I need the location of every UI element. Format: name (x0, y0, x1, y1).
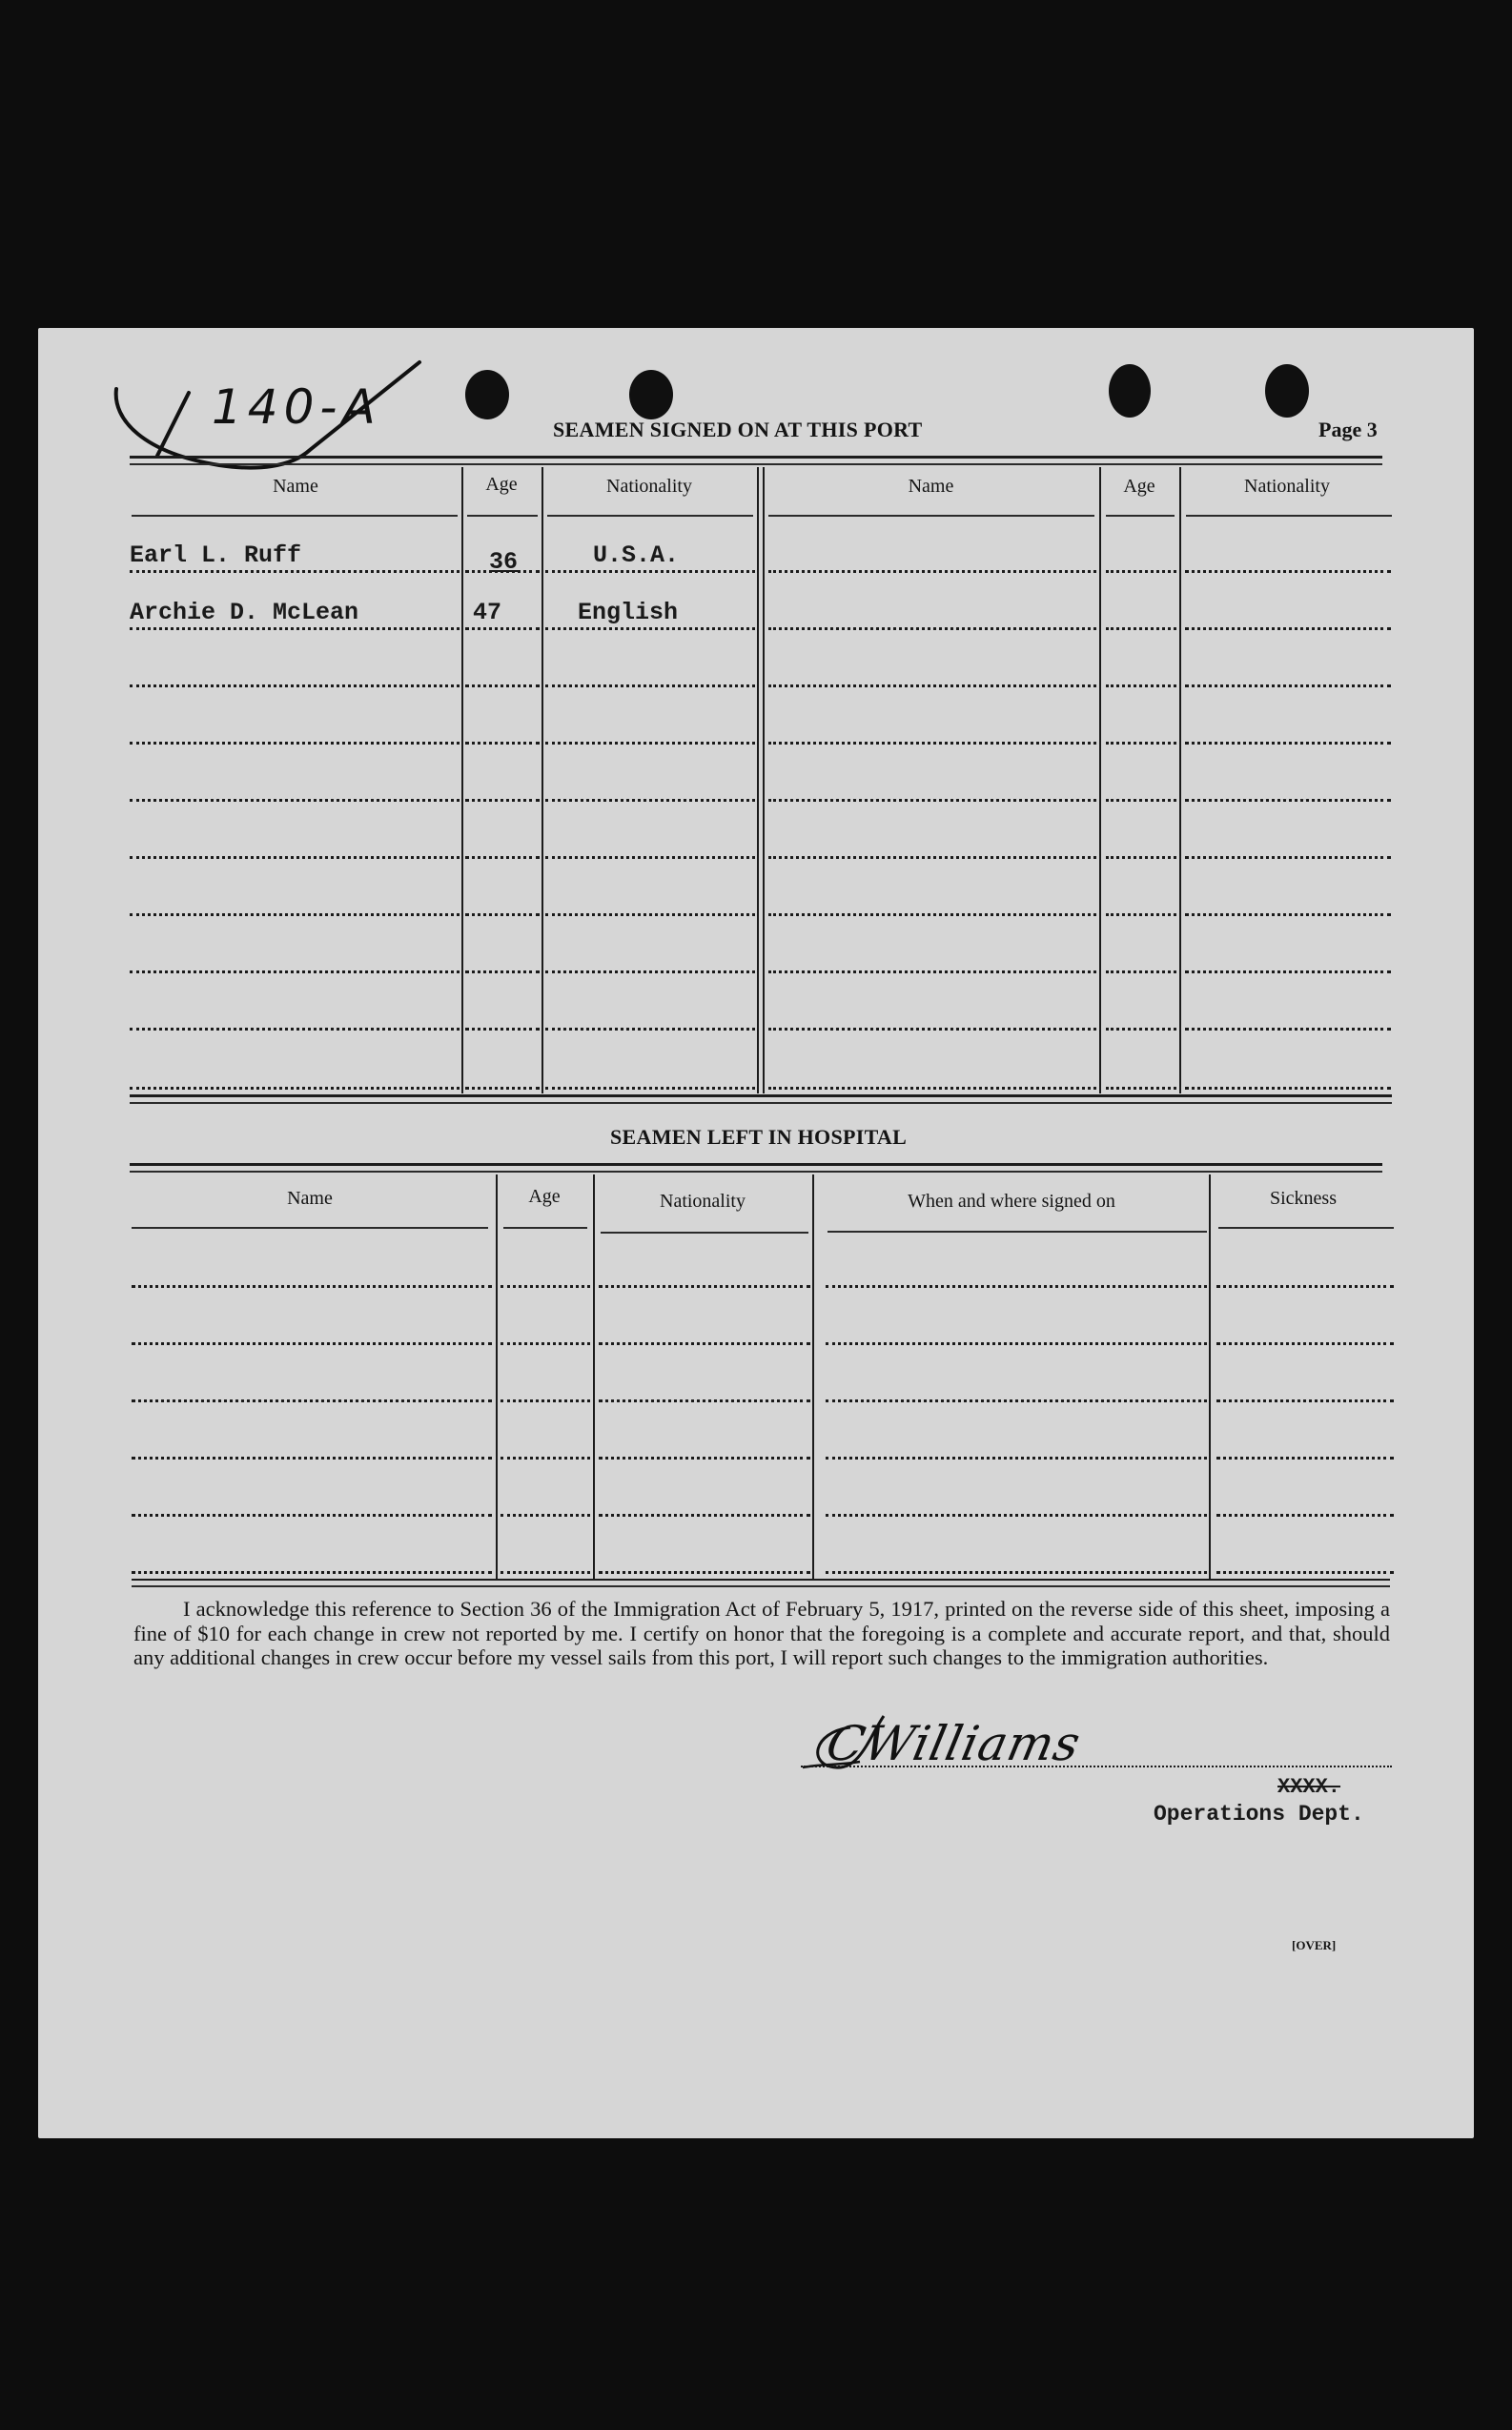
crew-age: 47 (473, 599, 502, 626)
column-divider (593, 1174, 595, 1580)
header-nationality-right: Nationality (1244, 476, 1330, 497)
double-rule (130, 1163, 1382, 1166)
header-age-right: Age (1123, 476, 1155, 497)
row-rule (465, 970, 540, 973)
row-rule (1185, 799, 1391, 802)
row-rule (465, 684, 540, 687)
row-rule (1216, 1571, 1394, 1574)
column-divider (541, 467, 543, 1093)
struck-title: XXXX. (1277, 1775, 1341, 1799)
header-name-left: Name (273, 476, 318, 497)
page-number: Page 3 (1318, 418, 1378, 441)
row-rule (465, 742, 540, 745)
row-rule (132, 1285, 492, 1288)
column-divider (1099, 467, 1101, 1093)
punch-hole (1109, 364, 1151, 418)
column-divider (763, 467, 765, 1093)
row-rule (1216, 1285, 1394, 1288)
row-rule (1106, 570, 1176, 573)
column-divider (461, 467, 463, 1093)
double-rule (130, 1094, 1392, 1097)
column-divider (812, 1174, 814, 1580)
column-divider (496, 1174, 498, 1580)
row-rule (826, 1571, 1207, 1574)
row-rule (501, 1514, 590, 1517)
section-title-hospital: SEAMEN LEFT IN HOSPITAL (610, 1125, 908, 1149)
row-rule (130, 1087, 460, 1090)
row-rule (1106, 1028, 1176, 1031)
row-rule (1106, 1087, 1176, 1090)
header-rule (828, 1231, 1207, 1233)
header-name-right: Name (908, 476, 954, 497)
row-rule (599, 1399, 810, 1402)
row-rule (1216, 1399, 1394, 1402)
row-rule (1185, 742, 1391, 745)
row-rule (599, 1514, 810, 1517)
row-rule (545, 1087, 755, 1090)
row-rule (130, 970, 460, 973)
row-rule (130, 742, 460, 745)
handwritten-annotation: 140-A (212, 379, 381, 435)
row-rule (130, 1028, 460, 1031)
row-rule (545, 856, 755, 859)
row-rule (465, 627, 540, 630)
row-rule (132, 1457, 492, 1460)
row-rule (1185, 684, 1391, 687)
over-label: [OVER] (1292, 1938, 1337, 1952)
row-rule (826, 1285, 1207, 1288)
signature: CWilliams (821, 1716, 1086, 1771)
header-rule (132, 1227, 488, 1229)
header-rule (547, 515, 753, 517)
row-rule (132, 1571, 492, 1574)
row-rule (768, 970, 1096, 973)
row-rule (768, 1028, 1096, 1031)
row-rule (1216, 1457, 1394, 1460)
row-rule (599, 1342, 810, 1345)
row-rule (501, 1285, 590, 1288)
header-rule (768, 515, 1094, 517)
row-rule (826, 1457, 1207, 1460)
row-rule (130, 799, 460, 802)
header-nationality-left: Nationality (606, 476, 692, 497)
row-rule (1216, 1514, 1394, 1517)
row-rule (465, 856, 540, 859)
row-rule (768, 913, 1096, 916)
row-rule (768, 627, 1096, 630)
row-rule (545, 627, 755, 630)
row-rule (132, 1342, 492, 1345)
row-rule (130, 684, 460, 687)
row-rule (465, 1028, 540, 1031)
row-rule (1106, 970, 1176, 973)
double-rule (130, 456, 1382, 459)
row-rule (132, 1399, 492, 1402)
hospital-header-name: Name (287, 1188, 333, 1209)
header-rule (132, 515, 458, 517)
row-rule (768, 570, 1096, 573)
column-divider (1209, 1174, 1211, 1580)
column-divider (757, 467, 759, 1093)
row-rule (1185, 856, 1391, 859)
signature-line (801, 1766, 1392, 1767)
hospital-header-when-where: When and where signed on (908, 1191, 1115, 1212)
row-rule (599, 1457, 810, 1460)
crew-nationality: English (578, 599, 679, 626)
row-rule (1185, 570, 1391, 573)
row-rule (1216, 1342, 1394, 1345)
hospital-header-nationality: Nationality (660, 1191, 746, 1212)
row-rule (599, 1285, 810, 1288)
crew-nationality: U.S.A. (593, 541, 680, 569)
row-rule (501, 1457, 590, 1460)
row-rule (465, 570, 540, 573)
section-title-signed-on: SEAMEN SIGNED ON AT THIS PORT (553, 418, 923, 441)
signer-title: Operations Dept. (1154, 1802, 1364, 1827)
row-rule (768, 799, 1096, 802)
row-rule (132, 1514, 492, 1517)
row-rule (1185, 1028, 1391, 1031)
row-rule (1106, 742, 1176, 745)
header-age-left: Age (485, 474, 518, 495)
row-rule (1185, 913, 1391, 916)
double-rule (132, 1579, 1390, 1581)
hospital-header-age: Age (528, 1186, 561, 1207)
header-rule (467, 515, 538, 517)
column-divider (1179, 467, 1181, 1093)
header-rule (1218, 1227, 1394, 1229)
crew-name: Archie D. McLean (130, 599, 359, 626)
row-rule (465, 913, 540, 916)
row-rule (130, 570, 460, 573)
row-rule (501, 1342, 590, 1345)
crew-age: 36 (489, 548, 519, 576)
row-rule (826, 1399, 1207, 1402)
header-rule (1186, 515, 1392, 517)
header-rule (601, 1232, 808, 1234)
row-rule (1106, 684, 1176, 687)
row-rule (545, 1028, 755, 1031)
row-rule (545, 799, 755, 802)
row-rule (1106, 913, 1176, 916)
declaration-paragraph (133, 1597, 1390, 1670)
row-rule (1106, 627, 1176, 630)
row-rule (768, 856, 1096, 859)
row-rule (826, 1514, 1207, 1517)
row-rule (1106, 856, 1176, 859)
header-rule (503, 1227, 587, 1229)
crew-name: Earl L. Ruff (130, 541, 302, 569)
row-rule (545, 684, 755, 687)
row-rule (545, 970, 755, 973)
row-rule (768, 742, 1096, 745)
row-rule (130, 913, 460, 916)
row-rule (1185, 627, 1391, 630)
row-rule (545, 570, 755, 573)
hospital-header-sickness: Sickness (1270, 1188, 1337, 1209)
row-rule (465, 799, 540, 802)
punch-hole (1265, 364, 1309, 418)
row-rule (465, 1087, 540, 1090)
declaration-text: I acknowledge this reference to Section 36 of the Immigration Act of February 5, 1917, printed on the reverse side of this sheet, imposing a fine of $10 for each change in crew not reported by me. I certify on honor that the foregoing is a complete and accurate report, and that, should any additional changes in crew occur before my vessel sails from this port, I will report such changes to the immigration authorities. (133, 1597, 1390, 1669)
row-rule (1185, 1087, 1391, 1090)
row-rule (1185, 970, 1391, 973)
header-rule (1106, 515, 1175, 517)
row-rule (599, 1571, 810, 1574)
punch-hole (465, 370, 509, 419)
row-rule (501, 1399, 590, 1402)
row-rule (1106, 799, 1176, 802)
row-rule (501, 1571, 590, 1574)
row-rule (545, 913, 755, 916)
row-rule (768, 1087, 1096, 1090)
row-rule (826, 1342, 1207, 1345)
punch-hole (629, 370, 673, 419)
row-rule (545, 742, 755, 745)
row-rule (130, 627, 460, 630)
row-rule (130, 856, 460, 859)
row-rule (768, 684, 1096, 687)
